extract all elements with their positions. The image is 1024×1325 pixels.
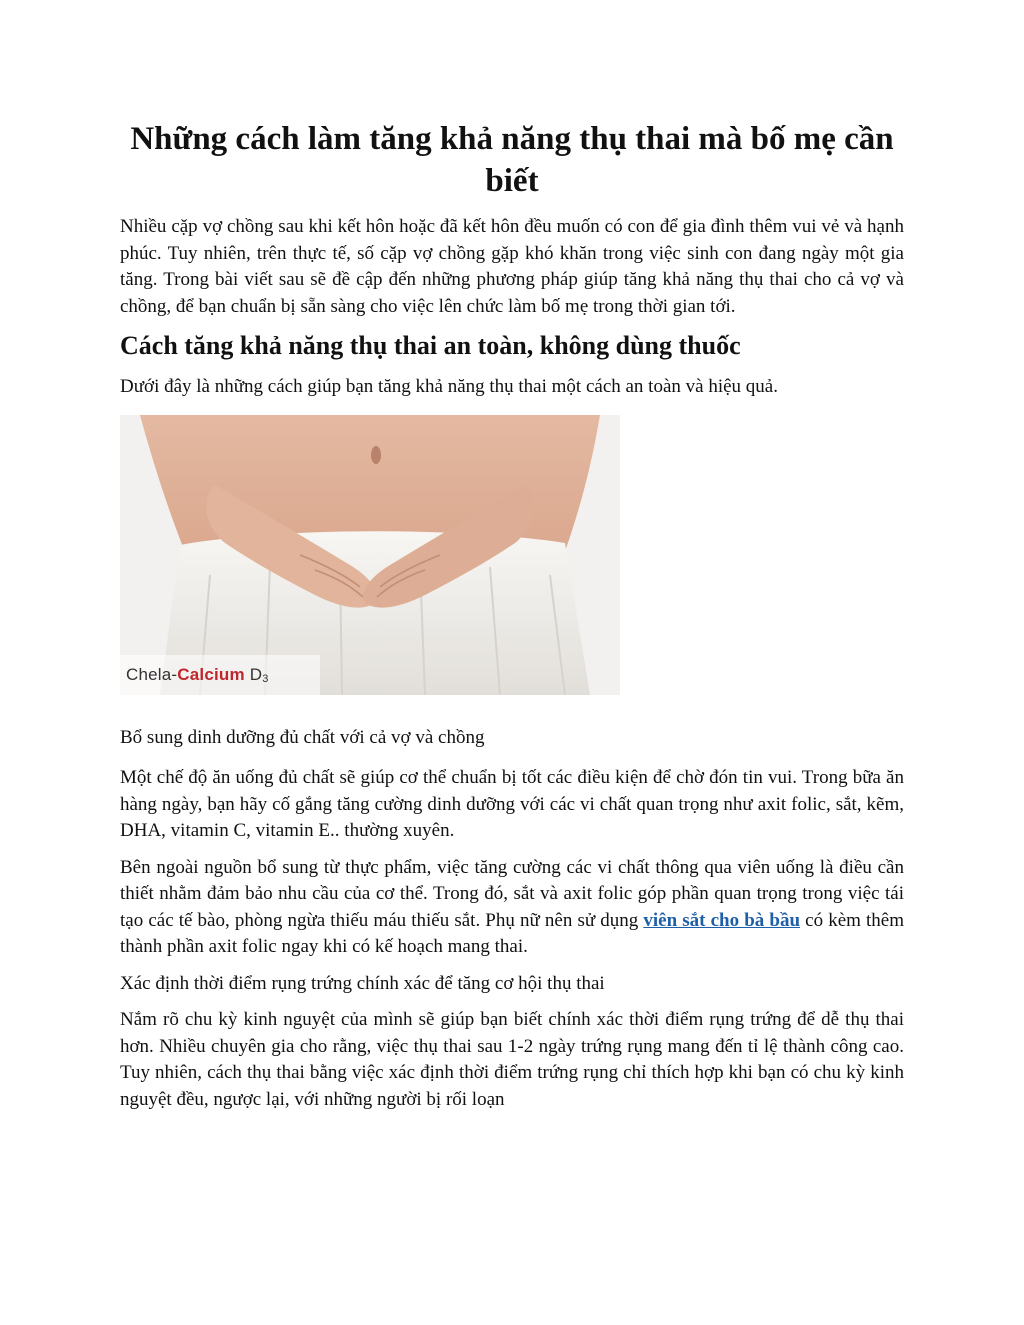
brand-strong: Calcium — [177, 664, 245, 684]
article-photo — [120, 415, 620, 695]
brand-suffix: D — [249, 664, 263, 684]
intro-paragraph: Nhiều cặp vợ chồng sau khi kết hôn hoặc đã kết hôn đều muốn có con để gia đình thêm vui vẻ và hạnh phúc. Tuy nhiên, trên thực tế, số cặp vợ chồng gặp khó khăn trong việc sinh con đang ngày một gia tăng. Trong bài viết sau sẽ đề cập đến những phương pháp giúp tăng khả năng thụ thai cho cả vợ và chồng, để bạn chuẩn bị sẵn sàng cho việc lên chức làm bố mẹ trong thời gian tới. — [120, 216, 904, 317]
brand-subscript: 3 — [262, 672, 269, 685]
brand-watermark — [126, 665, 269, 685]
document-page — [120, 118, 904, 1123]
subhead-nutrition: Bổ sung dinh dưỡng đủ chất với cả vợ và chồng — [120, 726, 485, 748]
paragraph-supplements-text-1: Bên ngoài nguồn bổ sung từ thực phẩm, việc tăng cường các vi chất thông qua viên uống là điều cần thiết nhằm đảm bảo nhu cầu của cơ thể. Trong đó, sắt và axit folic góp phần quan trọng trong việc tái tạo các tế bào, phòng ngừa thiếu máu thiếu sắt. Phụ nữ nên sử dụng — [120, 856, 904, 931]
iron-supplement-link[interactable]: viên sắt cho bà bầu — [643, 909, 801, 931]
paragraph-ovulation: Nắm rõ chu kỳ kinh nguyệt của mình sẽ giúp bạn biết chính xác thời điểm rụng trứng để dễ thụ thai hơn. Nhiều chuyên gia cho rằng, việc thụ thai sau 1-2 ngày trứng rụng mang đến tỉ lệ thành công cao. Tuy nhiên, cách thụ thai bằng việc xác định thời điểm trứng rụng chỉ thích hợp khi bạn có chu kỳ kinh nguyệt đều, ngược lại, với những người bị rối loạn — [120, 1009, 904, 1110]
abdomen-towel-illustration — [120, 415, 620, 695]
document-title: Những cách làm tăng khả năng thụ thai mà bố mẹ cần biết — [130, 121, 894, 199]
section-intro: Dưới đây là những cách giúp bạn tăng khả năng thụ thai một cách an toàn và hiệu quả. — [120, 376, 778, 397]
brand-prefix: Chela- — [126, 664, 178, 684]
subhead-ovulation: Xác định thời điểm rụng trứng chính xác để tăng cơ hội thụ thai — [120, 972, 605, 994]
section-heading: Cách tăng khả năng thụ thai an toàn, không dùng thuốc — [120, 331, 741, 360]
paragraph-nutrition: Một chế độ ăn uống đủ chất sẽ giúp cơ thể chuẩn bị tốt các điều kiện để chờ đón tin vui. Trong bữa ăn hàng ngày, bạn hãy cố gắng tăng cường dinh dưỡng với các vi chất quan trọng như axit folic, sắt, kẽm, DHA, vitamin C, vitamin E.. thường xuyên. — [120, 767, 904, 841]
paragraph-supplements — [120, 855, 904, 961]
paragraph-supplements-text-2: có kèm thêm thành phần axit folic ngay khi có kế hoạch mang thai. — [120, 909, 905, 957]
